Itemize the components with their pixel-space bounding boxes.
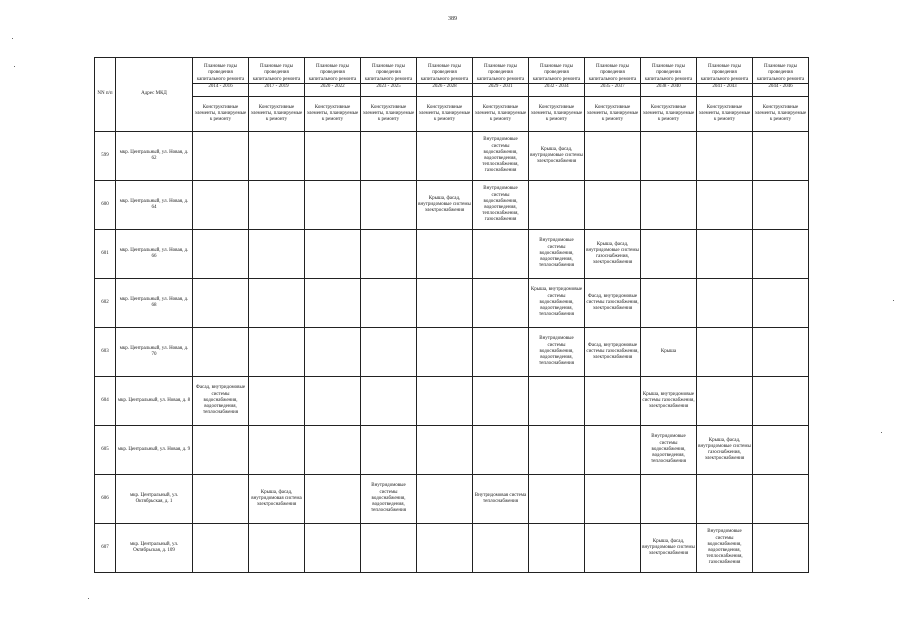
- repair-cell: [697, 377, 753, 426]
- repair-cell: [753, 181, 809, 230]
- repair-cell: [361, 132, 417, 181]
- repair-cell: [753, 524, 809, 573]
- repair-cell: [529, 377, 585, 426]
- header-elements-6: Конструктивные элементы, планируемые к ремонту: [529, 97, 585, 132]
- planned-years-label: Плановые годы проведения капитального ремонта: [756, 64, 805, 82]
- repair-cell: [473, 426, 529, 475]
- header-year-5: [473, 58, 529, 97]
- year-range: 2038 - 2040: [641, 83, 696, 90]
- header-year-7: [585, 58, 641, 97]
- row-address: мкр. Центральный, ул. Октябрьская, д. 109: [116, 524, 193, 573]
- repair-cell: [305, 426, 361, 475]
- row-number: 600: [95, 181, 116, 230]
- header-elements-9: Конструктивные элементы, планируемые к ремонту: [697, 97, 753, 132]
- repair-cell: [249, 279, 305, 328]
- year-range: 2041 - 2043: [697, 83, 752, 90]
- repair-cell: [697, 181, 753, 230]
- repair-cell: [249, 426, 305, 475]
- repair-cell: [697, 475, 753, 524]
- repair-cell: [641, 132, 697, 181]
- row-address: мкр. Центральный, ул. Новая, д. 68: [116, 279, 193, 328]
- year-range: 2032 - 2034: [529, 83, 584, 90]
- year-range: 2017 - 2019: [249, 83, 304, 90]
- planned-years-label: Плановые годы проведения капитального ремонта: [644, 64, 693, 82]
- repair-cell: [193, 132, 249, 181]
- repair-cell: [753, 377, 809, 426]
- header-row-years: [95, 58, 809, 97]
- header-elements-4: Конструктивные элементы, планируемые к ремонту: [417, 97, 473, 132]
- planned-years-label: Плановые годы проведения капитального ремонта: [364, 64, 413, 82]
- repair-cell: Внутридомовые системы водоснабжения, водоотведения, теплоснабжения, газоснабжения: [697, 524, 753, 573]
- header-year-1: [249, 58, 305, 97]
- scan-speck: [881, 432, 882, 433]
- repair-cell: [753, 426, 809, 475]
- repair-cell: [641, 181, 697, 230]
- planned-years-label: Плановые годы проведения капитального ремонта: [420, 64, 469, 82]
- header-elements-5: Конструктивные элементы, планируемые к ремонту: [473, 97, 529, 132]
- repair-cell: Крыша, фасад, внутридомовые системы газоснабжения, электроснабжения: [697, 426, 753, 475]
- repair-cell: Внутридомовые системы водоснабжения, водоотведения, теплоснабжения, газоснабжения: [473, 181, 529, 230]
- repair-cell: [361, 230, 417, 279]
- table-row: [95, 426, 809, 475]
- row-number: 601: [95, 230, 116, 279]
- year-range: 2026 - 2028: [417, 83, 472, 90]
- row-number: 599: [95, 132, 116, 181]
- header-year-3: [361, 58, 417, 97]
- scan-speck: [88, 598, 89, 599]
- row-number: 604: [95, 377, 116, 426]
- repair-cell: [473, 328, 529, 377]
- header-year-8: [641, 58, 697, 97]
- table-row: [95, 328, 809, 377]
- table-row: [95, 279, 809, 328]
- planned-years-label: Плановые годы проведения капитального ремонта: [532, 64, 581, 82]
- year-range: 2044 - 2046: [753, 83, 808, 90]
- repair-cell: [249, 524, 305, 573]
- repair-cell: [361, 328, 417, 377]
- repair-cell: [585, 181, 641, 230]
- repair-cell: Фасад, внутридомовые системы газоснабжения, электроснабжения: [585, 279, 641, 328]
- row-number: 605: [95, 426, 116, 475]
- repair-cell: [641, 279, 697, 328]
- repair-cell: Фасад, внутридомовые системы водоснабжения, водоотведения, теплоснабжения: [193, 377, 249, 426]
- repair-cell: [193, 230, 249, 279]
- repair-cell: [753, 279, 809, 328]
- repair-cell: [361, 279, 417, 328]
- repair-cell: [417, 230, 473, 279]
- row-address: мкр. Центральный, ул. Новая, д. 9: [116, 426, 193, 475]
- repair-cell: [361, 377, 417, 426]
- header-elements-8: Конструктивные элементы, планируемые к ремонту: [641, 97, 697, 132]
- year-range: 2023 - 2025: [361, 83, 416, 90]
- year-range: 2020 - 2022: [305, 83, 360, 90]
- repair-cell: [193, 426, 249, 475]
- table-row: [95, 475, 809, 524]
- header-year-6: [529, 58, 585, 97]
- repair-cell: [417, 328, 473, 377]
- header-year-9: [697, 58, 753, 97]
- repair-cell: [417, 524, 473, 573]
- table-body: [95, 132, 809, 573]
- repair-cell: [249, 230, 305, 279]
- planned-years-label: Плановые годы проведения капитального ремонта: [252, 64, 301, 82]
- repair-cell: Внутридомовые системы водоснабжения, водоотведения, теплоснабжения: [529, 230, 585, 279]
- repair-cell: [193, 524, 249, 573]
- year-range: 2035 - 2037: [585, 83, 640, 90]
- row-number: 603: [95, 328, 116, 377]
- repair-cell: Крыша, фасад, внутридомовые системы электроснабжения: [641, 524, 697, 573]
- header-year-2: [305, 58, 361, 97]
- repair-cell: Крыша, фасад, внутридомовые системы электроснабжения: [529, 132, 585, 181]
- planned-years-label: Плановые годы проведения капитального ремонта: [308, 64, 357, 82]
- header-row-elements: [95, 97, 809, 132]
- header-elements-7: Конструктивные элементы, планируемые к ремонту: [585, 97, 641, 132]
- repair-cell: [249, 377, 305, 426]
- planned-years-label: Плановые годы проведения капитального ремонта: [196, 64, 245, 82]
- repair-cell: [697, 279, 753, 328]
- repair-cell: [193, 279, 249, 328]
- repair-cell: Крыша, внутридомовые системы газоснабжения, электроснабжения: [641, 377, 697, 426]
- repair-cell: Крыша, фасад, внутридомовые системы электроснабжения: [417, 181, 473, 230]
- repair-cell: [305, 328, 361, 377]
- repair-cell: [697, 230, 753, 279]
- repair-cell: [697, 132, 753, 181]
- repair-cell: [193, 328, 249, 377]
- repair-cell: [305, 475, 361, 524]
- repair-cell: Внутридомовые системы водоснабжения, водоотведения, теплоснабжения: [361, 475, 417, 524]
- header-elements-2: Конструктивные элементы, планируемые к ремонту: [305, 97, 361, 132]
- repair-cell: [249, 132, 305, 181]
- repair-cell: [585, 524, 641, 573]
- row-address: мкр. Центральный, ул. Новая, д. 70: [116, 328, 193, 377]
- year-range: 2014 - 2016: [193, 83, 248, 90]
- header-elements-3: Конструктивные элементы, планируемые к ремонту: [361, 97, 417, 132]
- repair-cell: [361, 524, 417, 573]
- repair-cell: [193, 181, 249, 230]
- row-number: 607: [95, 524, 116, 573]
- repair-cell: [585, 377, 641, 426]
- repair-cell: [417, 279, 473, 328]
- row-number: 602: [95, 279, 116, 328]
- repair-cell: Крыша, внутридомовые системы водоснабжения, водоотведения, теплоснабжения: [529, 279, 585, 328]
- repair-cell: [249, 328, 305, 377]
- repair-cell: [417, 377, 473, 426]
- repair-cell: [305, 524, 361, 573]
- repair-cell: [641, 230, 697, 279]
- table-row: [95, 132, 809, 181]
- repair-cell: [361, 426, 417, 475]
- header-year-10: [753, 58, 809, 97]
- repair-cell: [585, 132, 641, 181]
- row-address: мкр. Центральный, ул. Новая, д. 62: [116, 132, 193, 181]
- repair-cell: Крыша, фасад, внутридомовая система электроснабжения: [249, 475, 305, 524]
- repair-cell: [305, 377, 361, 426]
- header-nn: NN п/п: [95, 58, 116, 132]
- repair-cell: [585, 475, 641, 524]
- repair-cell: [305, 181, 361, 230]
- repair-cell: [417, 475, 473, 524]
- scan-speck: [893, 300, 894, 301]
- repair-cell: Внутридомовые системы водоснабжения, водоотведения, теплоснабжения: [529, 328, 585, 377]
- repair-cell: [753, 230, 809, 279]
- repair-cell: Внутридомовые системы водоснабжения, водоотведения, теплоснабжения, газоснабжения: [473, 132, 529, 181]
- header-elements-1: Конструктивные элементы, планируемые к ремонту: [249, 97, 305, 132]
- repair-cell: [529, 181, 585, 230]
- row-number: 606: [95, 475, 116, 524]
- planned-years-label: Плановые годы проведения капитального ремонта: [588, 64, 637, 82]
- repair-cell: Крыша, фасад, внутридомовые системы газоснабжения, электроснабжения: [585, 230, 641, 279]
- repair-cell: Фасад, внутридомовые системы газоснабжения, электроснабжения: [585, 328, 641, 377]
- repair-cell: [529, 475, 585, 524]
- repair-cell: [753, 132, 809, 181]
- header-elements-10: Конструктивные элементы, планируемые к ремонту: [753, 97, 809, 132]
- scan-speck: [12, 38, 13, 39]
- repair-cell: Внутридомовая система теплоснабжения: [473, 475, 529, 524]
- header-elements-0: Конструктивные элементы, планируемые к ремонту: [193, 97, 249, 132]
- repair-cell: [361, 181, 417, 230]
- repair-cell: [305, 279, 361, 328]
- repair-cell: [473, 377, 529, 426]
- repair-cell: [473, 230, 529, 279]
- row-address: мкр. Центральный, ул. Новая, д. 66: [116, 230, 193, 279]
- repair-cell: [697, 328, 753, 377]
- repair-cell: [585, 426, 641, 475]
- repair-cell: [417, 132, 473, 181]
- repair-cell: [641, 475, 697, 524]
- repair-cell: [305, 132, 361, 181]
- page-number: 389: [448, 16, 457, 22]
- table-row: [95, 524, 809, 573]
- header-address: Адрес МКД: [116, 58, 193, 132]
- table-row: [95, 230, 809, 279]
- repair-cell: [305, 230, 361, 279]
- header-year-4: [417, 58, 473, 97]
- repair-cell: [193, 475, 249, 524]
- repair-schedule-table: [94, 57, 809, 573]
- repair-cell: [249, 181, 305, 230]
- repair-cell: [473, 279, 529, 328]
- repair-cell: [753, 328, 809, 377]
- repair-cell: [473, 524, 529, 573]
- repair-cell: [529, 426, 585, 475]
- repair-cell: [417, 426, 473, 475]
- repair-cell: Внутридомовые системы водоснабжения, водоотведения, теплоснабжения: [641, 426, 697, 475]
- year-range: 2029 - 2031: [473, 83, 528, 90]
- table-row: [95, 377, 809, 426]
- repair-cell: [753, 475, 809, 524]
- planned-years-label: Плановые годы проведения капитального ремонта: [700, 64, 749, 82]
- row-address: мкр. Центральный, ул. Новая, д. 8: [116, 377, 193, 426]
- repair-cell: [529, 524, 585, 573]
- scan-speck: [14, 66, 15, 67]
- repair-cell: Крыша: [641, 328, 697, 377]
- row-address: мкр. Центральный, ул. Новая, д. 64: [116, 181, 193, 230]
- table-row: [95, 181, 809, 230]
- planned-years-label: Плановые годы проведения капитального ремонта: [476, 64, 525, 82]
- row-address: мкр. Центральный, ул. Октябрьская, д. 1: [116, 475, 193, 524]
- header-year-0: [193, 58, 249, 97]
